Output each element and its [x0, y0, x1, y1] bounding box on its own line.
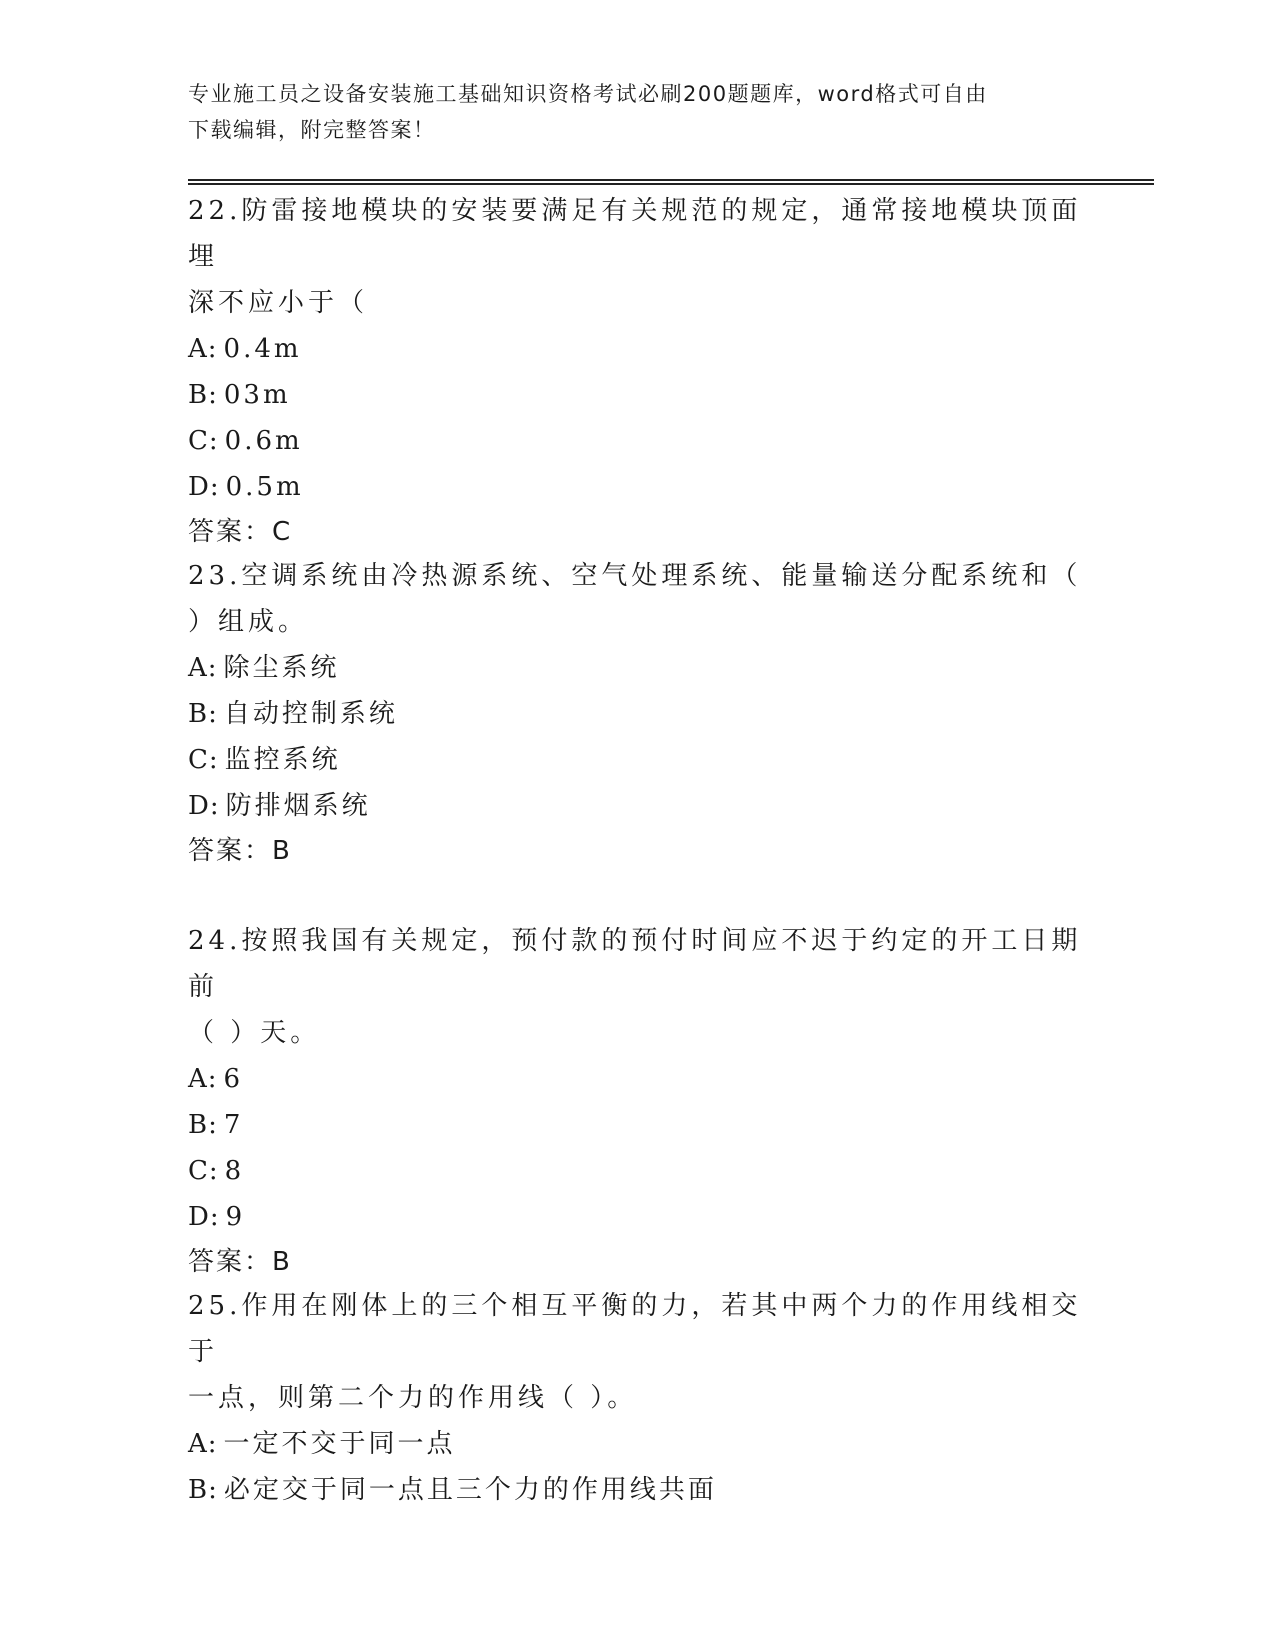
option-letter: C:	[188, 426, 219, 456]
question-24	[188, 918, 1088, 1284]
option-letter: A:	[188, 653, 218, 683]
question-stem-continued: 一点，则第二个力的作用线（ ）。	[188, 1383, 638, 1413]
option-text: 0.4m	[223, 334, 302, 364]
answer-label: 答案：B	[188, 836, 292, 866]
option-c	[188, 418, 1088, 464]
option-text: 8	[224, 1156, 245, 1186]
answer-label: 答案：B	[188, 1247, 292, 1277]
option-text: 防排烟系统	[225, 791, 371, 821]
answer-label: 答案：C	[188, 517, 293, 547]
option-letter: D:	[188, 472, 220, 502]
question-stem: 24.按照我国有关规定，预付款的预付时间应不迟于约定的开工日期前	[188, 926, 1082, 1002]
option-letter: C:	[188, 745, 219, 775]
option-text: 除尘系统	[223, 653, 340, 683]
question-stem-continued: ）组成。	[188, 607, 309, 637]
header-line-1: 专业施工员之设备安装施工基础知识资格考试必刷200题题库，word格式可自由	[188, 82, 988, 106]
option-b	[188, 1102, 1088, 1148]
option-letter: B:	[188, 699, 218, 729]
option-letter: A:	[188, 1064, 218, 1094]
question-25	[188, 1283, 1088, 1513]
document-header	[188, 76, 1078, 148]
option-d	[188, 1194, 1088, 1240]
question-22	[188, 188, 1088, 554]
option-d	[188, 783, 1088, 829]
option-d	[188, 464, 1088, 510]
question-stem: 23.空调系统由冷热源系统、空气处理系统、能量输送分配系统和（	[188, 561, 1082, 591]
option-letter: D:	[188, 1202, 220, 1232]
option-text: 0.5m	[225, 472, 304, 502]
option-text: 必定交于同一点且三个力的作用线共面	[223, 1475, 717, 1505]
option-b	[188, 372, 1088, 418]
option-a	[188, 1056, 1088, 1102]
option-text: 监控系统	[224, 745, 341, 775]
option-text: 一定不交于同一点	[223, 1429, 456, 1459]
question-stem: 22.防雷接地模块的安装要满足有关规范的规定，通常接地模块顶面埋	[188, 196, 1082, 272]
option-text: 7	[223, 1110, 244, 1140]
option-letter: B:	[188, 1475, 218, 1505]
header-divider-bottom	[188, 183, 1154, 185]
option-text: 自动控制系统	[223, 699, 398, 729]
option-letter: A:	[188, 1429, 218, 1459]
option-a	[188, 1421, 1088, 1467]
option-letter: B:	[188, 380, 218, 410]
question-stem-continued: 深不应小于（	[188, 288, 369, 318]
option-c	[188, 1148, 1088, 1194]
option-text: 6	[223, 1064, 244, 1094]
option-a	[188, 326, 1088, 372]
option-text: 03m	[223, 380, 291, 410]
header-line-2: 下载编辑，附完整答案！	[188, 118, 436, 142]
option-letter: C:	[188, 1156, 219, 1186]
question-23	[188, 553, 1088, 873]
header-divider-top	[188, 179, 1154, 181]
option-letter: D:	[188, 791, 220, 821]
option-c	[188, 737, 1088, 783]
option-b	[188, 691, 1088, 737]
option-b	[188, 1467, 1088, 1513]
question-stem: 25.作用在刚体上的三个相互平衡的力，若其中两个力的作用线相交于	[188, 1291, 1082, 1367]
option-letter: B:	[188, 1110, 218, 1140]
option-letter: A:	[188, 334, 218, 364]
option-a	[188, 645, 1088, 691]
option-text: 0.6m	[224, 426, 303, 456]
question-stem-continued: （ ）天。	[188, 1018, 321, 1048]
option-text: 9	[225, 1202, 246, 1232]
